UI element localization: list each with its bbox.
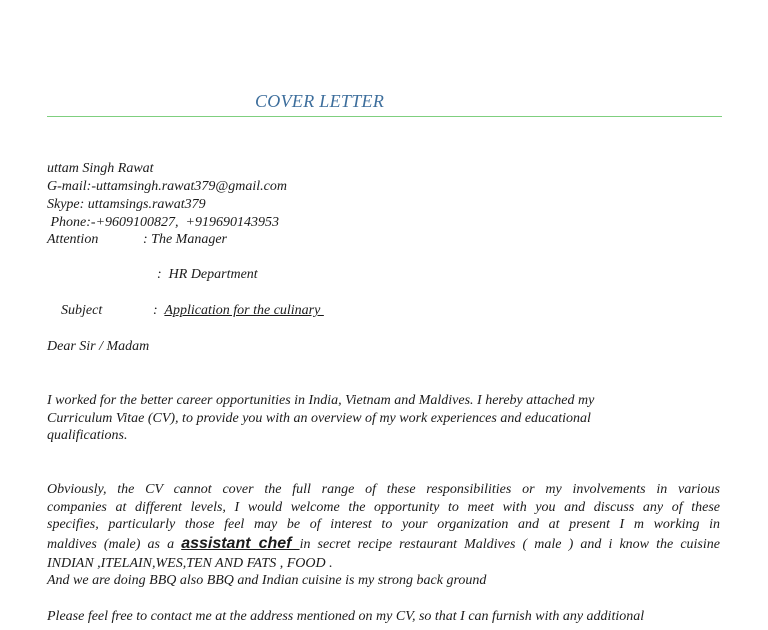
paragraph-2-line-2: companies at different levels, I would welcome the opportunity to meet with you and discuss any of these — [47, 499, 720, 515]
paragraph-1 — [47, 392, 720, 445]
paragraph-2 — [47, 481, 720, 590]
paragraph-2-line-4-start: maldives (male) as a — [47, 536, 182, 552]
paragraph-1-line-2: Curriculum Vitae (CV), to provide you with an overview of my work experiences and educational — [47, 410, 591, 426]
subject-value: Application for the culinary — [164, 303, 324, 318]
attention-label: Attention — [47, 232, 99, 247]
paragraph-1-line-3: qualifications. — [47, 428, 128, 443]
subject-line — [47, 285, 324, 336]
attention-line — [47, 231, 227, 248]
attention-department: : HR Department — [157, 267, 258, 282]
paragraph-2-line-3: specifies, particularly those feel may be of interest to your organization and at present I m working in — [47, 517, 720, 532]
paragraph-2-line-5: INDIAN ,ITELAIN,WES,TEN AND FATS , FOOD . — [47, 555, 333, 571]
paragraph-2-line-4-end: in secret recipe restaurant Maldives ( male ) and i know the cuisine — [299, 536, 720, 552]
paragraph-3-line-1: Please feel free to contact me at the address mentioned on my CV, so that I can furnish with any additional — [47, 609, 645, 624]
paragraph-2-line-1: Obviously, the CV cannot cover the full range of these responsibilities or my involvements in various — [47, 482, 720, 497]
role-assistant-chef: assistant chef — [181, 534, 300, 552]
subject-label: Subject — [61, 303, 103, 318]
paragraph-2-line-6: And we are doing BBQ also BBQ and Indian cuisine is my strong back ground — [47, 573, 487, 588]
subject-colon: : — [153, 303, 165, 318]
sender-name: uttam Singh Rawat — [47, 161, 154, 176]
attention-recipient: : The Manager — [143, 232, 227, 247]
sender-gmail: G-mail:-uttamsingh.rawat379@gmail.com — [47, 179, 287, 194]
sender-skype: Skype: uttamsings.rawat379 — [47, 197, 206, 212]
paragraph-2-line-4 — [47, 534, 720, 555]
salutation: Dear Sir / Madam — [47, 339, 150, 354]
paragraph-1-line-1: I worked for the better career opportunities in India, Vietnam and Maldives. I hereby attached my — [47, 393, 595, 408]
title-divider — [47, 116, 722, 117]
page-title: COVER LETTER — [255, 91, 385, 111]
paragraph-3 — [47, 608, 720, 626]
sender-phone: Phone:-+9609100827, +919690143953 — [47, 215, 279, 230]
